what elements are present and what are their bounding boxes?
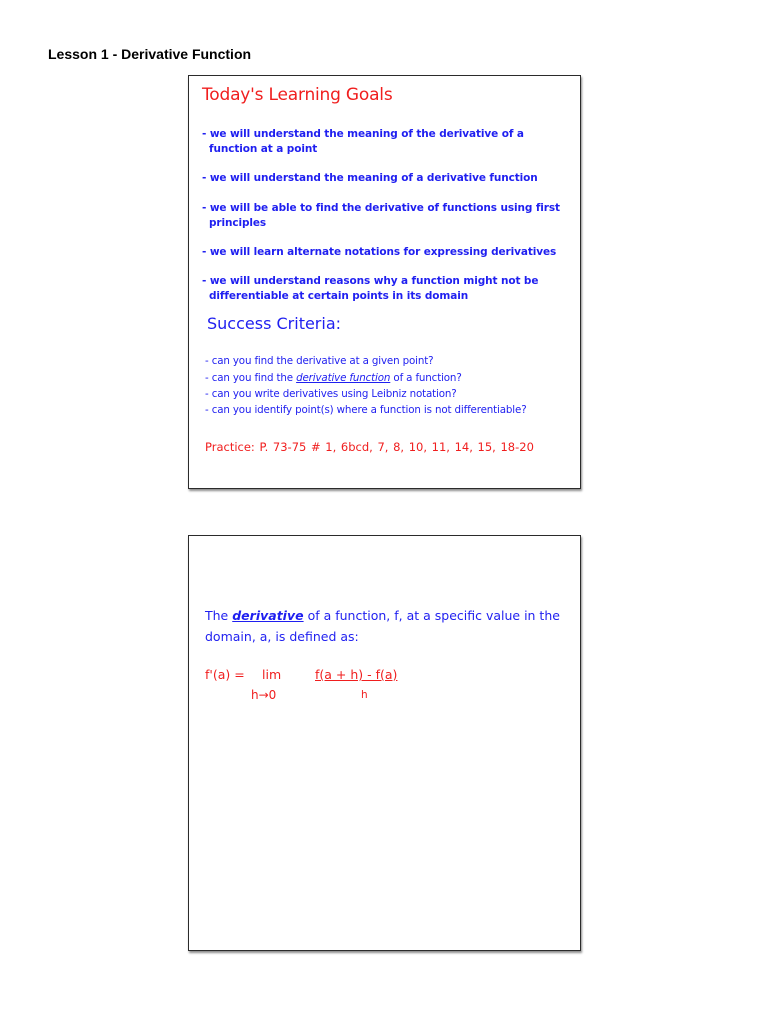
success-criteria-title: Success Criteria: [207, 314, 342, 333]
goal-line: - we will understand the meaning of a derivative function [202, 172, 538, 184]
derivative-function-link[interactable]: derivative function [296, 372, 391, 384]
definition-text: The [205, 608, 233, 623]
criteria-text: of a function? [390, 372, 462, 384]
goal-line: - we will understand reasons why a function might not be [202, 275, 539, 287]
learning-goals-title: Today's Learning Goals [202, 85, 393, 105]
derivative-definition-text [205, 605, 575, 647]
goal-item [202, 245, 562, 260]
goal-line: - we will understand the meaning of the derivative of a [202, 128, 524, 140]
criteria-item: - can you identify point(s) where a function is not differentiable? [205, 404, 527, 416]
formula-denominator: h [361, 689, 368, 701]
goal-line: differentiable at certain points in its domain [209, 290, 469, 302]
slide-derivative-definition [188, 535, 581, 951]
goal-line: function at a point [209, 143, 318, 155]
goal-item [202, 171, 562, 186]
criteria-item: - can you write derivatives using Leibniz notation? [205, 388, 457, 400]
criteria-item: - can you find the derivative at a given point? [205, 355, 434, 367]
goal-item [202, 127, 562, 157]
criteria-item [205, 371, 462, 386]
goal-item [202, 274, 562, 304]
page-title: Lesson 1 - Derivative Function [48, 46, 252, 62]
goal-line: - we will learn alternate notations for expressing derivatives [202, 246, 557, 258]
formula-limit-subscript: h→0 [251, 688, 277, 702]
formula-limit: lim [262, 667, 282, 682]
formula-numerator: f(a + h) - f(a) [315, 667, 398, 682]
goal-line: principles [209, 217, 267, 229]
derivative-term[interactable]: derivative [232, 608, 304, 623]
definition-text: of a function, f, at a specific value in the domain, a, is defined as: [205, 608, 560, 644]
formula-lhs: f'(a) = [205, 667, 245, 682]
goal-item [202, 201, 562, 231]
slide-learning-goals [188, 75, 581, 489]
criteria-text: - can you find the [205, 372, 297, 384]
practice-assignment: Practice: P. 73-75 # 1, 6bcd, 7, 8, 10, 11, 14, 15, 18-20 [205, 440, 534, 454]
goal-line: - we will be able to find the derivative of functions using first [202, 202, 560, 214]
